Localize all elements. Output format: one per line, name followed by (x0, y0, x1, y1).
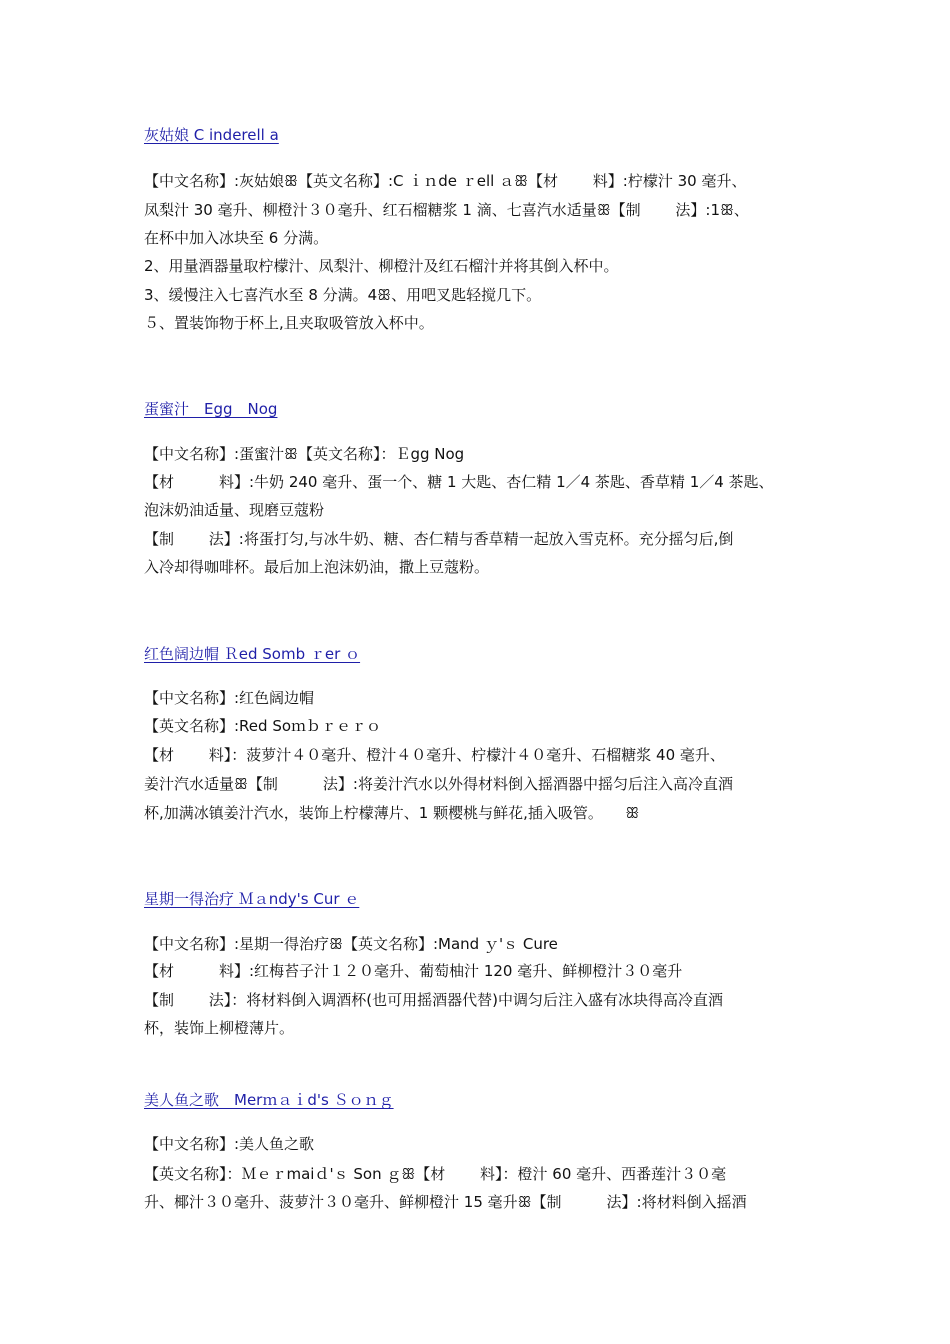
recipe-line: 【材 料】:牛奶 240 毫升、蛋一个、糖 1 大匙、杏仁精 1／4 茶匙、香草精 1／4 茶匙、 (144, 473, 774, 491)
recipe-line: 2、用量酒器量取柠檬汁、凤梨汁、柳橙汁及红石榴汁并将其倒入杯中。 (144, 257, 619, 275)
recipe-line: 【制 法】：将材料倒入调酒杯(也可用摇酒器代替)中调匀后注入盛有冰块得高冷直酒 (144, 991, 723, 1009)
recipe-line: 姜汁汽水适量ꕥ【制 法】:将姜汁汽水以外得材料倒入摇酒器中摇匀后注入高冷直酒 (144, 775, 733, 793)
recipe-line: 升、椰汁３０毫升、菠萝汁３０毫升、鲜柳橙汁 15 毫升ꕥ【制 法】:将材料倒入摇酒 (144, 1193, 747, 1211)
recipe-title-egg-nog[interactable]: 蛋蜜汁 Egg Nog (144, 400, 278, 418)
recipe-line: 泡沫奶油适量、现磨豆蔻粉 (144, 501, 325, 519)
recipe-line: 【制 法】:将蛋打匀,与冰牛奶、糖、杏仁精与香草精一起放入雪克杯。充分摇匀后,倒 (144, 530, 734, 548)
recipe-line: 【中文名称】:星期一得治疗ꕥ【英文名称】:Mand ｙ'ｓ Cure (144, 935, 558, 953)
recipe-title-red-sombrero[interactable]: 红色阔边帽 Ｒed Somb ｒer ｏ (144, 645, 361, 663)
recipe-line: 【中文名称】:红色阔边帽 (144, 689, 315, 707)
recipe-line: 杯，装饰上柳橙薄片。 (144, 1019, 295, 1037)
recipe-line: 【材 料】:红梅苔子汁１２０毫升、葡萄柚汁 120 毫升、鲜柳橙汁３０毫升 (144, 962, 683, 980)
recipe-title-cinderella[interactable]: 灰姑娘 C inderell a (144, 126, 279, 144)
recipe-line: 【英文名称】：Ｍｅｒmaiｄ'ｓ Son ｇꕥ【材 料】：橙汁 60 毫升、西番莲汁３０毫 (144, 1165, 727, 1183)
recipe-line: 【英文名称】:Red Soｍｂｒｅｒｏ (144, 717, 382, 735)
recipe-line: 3、缓慢注入七喜汽水至 8 分满。4ꕥ、用吧叉匙轻搅几下。 (144, 286, 542, 304)
recipe-line: 【中文名称】:蛋蜜汁ꕥ【英文名称】：Ｅgg Nog (144, 445, 465, 463)
recipe-line: 在杯中加入冰块至 6 分满。 (144, 229, 329, 247)
recipe-line: 杯,加满冰镇姜汁汽水，装饰上柠檬薄片、1 颗樱桃与鲜花,插入吸管。 ꕥ (144, 804, 640, 822)
recipe-line: 入冷却得咖啡杯。最后加上泡沫奶油，撒上豆蔻粉。 (144, 558, 490, 576)
recipe-line: ５、置装饰物于杯上,且夹取吸管放入杯中。 (144, 314, 434, 332)
recipe-line: 【材 料】：菠萝汁４０毫升、橙汁４０毫升、柠檬汁４０毫升、石榴糖浆 40 毫升、 (144, 746, 725, 764)
recipe-title-mandys-cure[interactable]: 星期一得治疗 Ｍａndy's Cur ｅ (144, 890, 360, 908)
recipe-line: 【中文名称】:灰姑娘ꕥ【英文名称】:C ｉｎde ｒell ａꕥ【材 料】:柠檬汁 30 毫升、 (144, 172, 747, 190)
recipe-title-mermaids-song[interactable]: 美人鱼之歌 Merｍａｉd's Ｓｏｎｇ (144, 1091, 394, 1109)
recipe-line: 【中文名称】:美人鱼之歌 (144, 1135, 315, 1153)
recipe-line: 凤梨汁 30 毫升、柳橙汁３０毫升、红石榴糖浆 1 滴、七喜汽水适量ꕥ【制 法】:1ꕥ、 (144, 201, 749, 219)
